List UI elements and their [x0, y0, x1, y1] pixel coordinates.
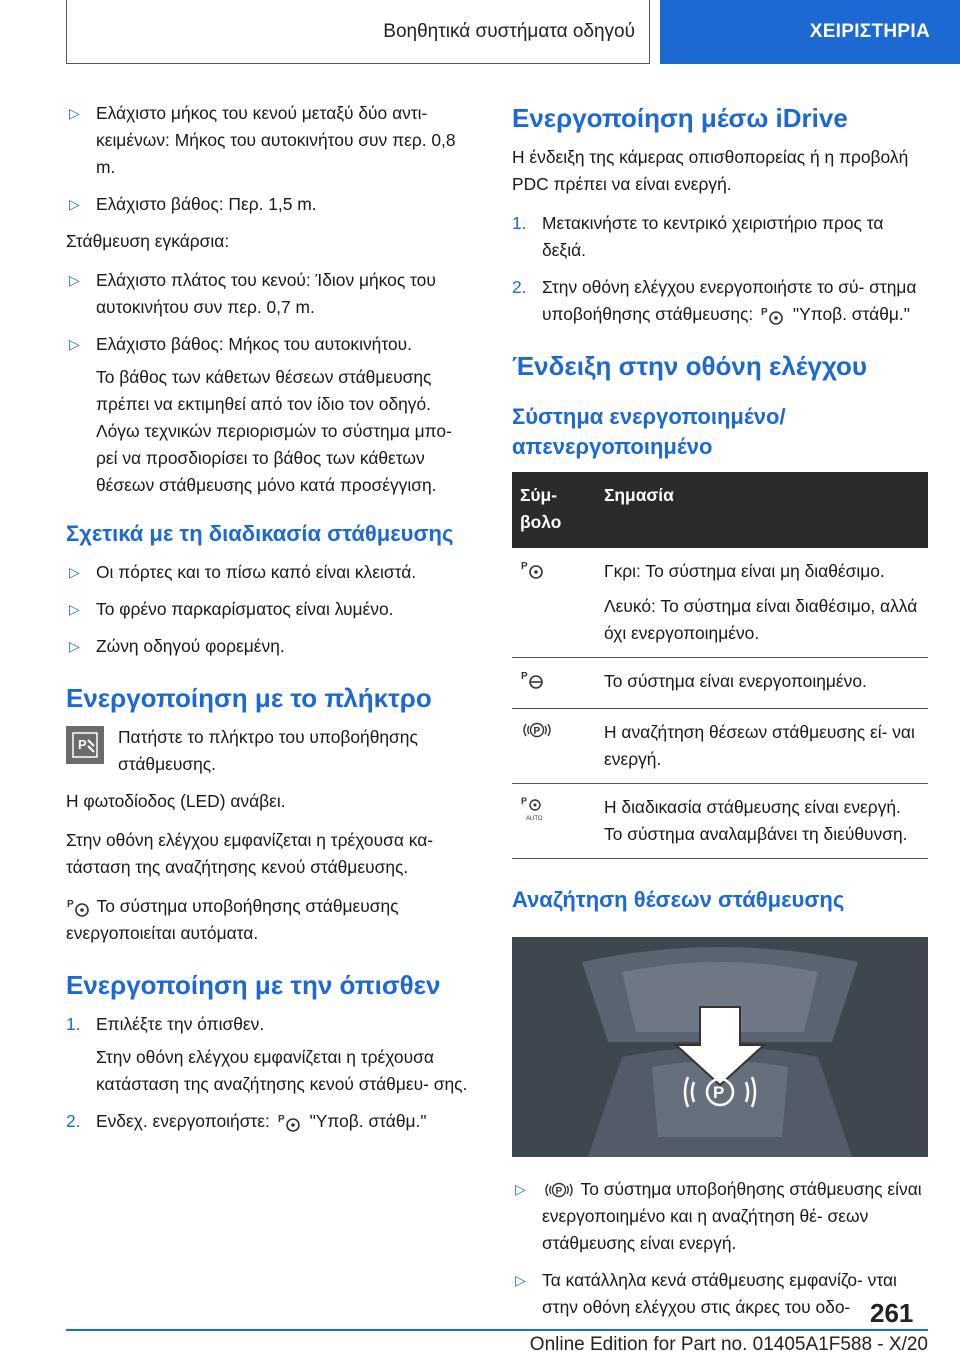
list-item: ▷ Ελάχιστο μήκος του κενού μεταξύ δύο αντι‐ κειμένων: Μήκος του αυτοκινήτου συν περ. 0,8 m.	[66, 100, 478, 181]
svg-text:P: P	[78, 737, 87, 752]
header-chapter	[660, 0, 960, 64]
table-row: P AUTO Η διαδικασία στάθμευσης είναι ενεργή. Το σύστημα αναλαμβάνει τη διεύθυνση.	[512, 784, 928, 859]
park-assist-auto-icon	[520, 794, 550, 822]
list-item: ▷ Ζώνη οδηγού φορεμένη.	[66, 633, 478, 660]
crosswise-list	[66, 267, 478, 499]
svg-text:P: ▷ P	[555, 1186, 563, 1198]
svg-text:P: P	[761, 307, 768, 319]
left-column	[66, 100, 478, 1145]
table-row: P Η αναζήτηση θέσεων στάθμευσης εί‐ ναι ενεργή.	[512, 709, 928, 784]
idrive-steps	[512, 210, 928, 328]
led-text: Η φωτοδίοδος (LED) ανάβει.	[66, 791, 286, 811]
edition-text: Online Edition for Part no. 01405A1F588 - X/20	[529, 1334, 928, 1355]
reverse-heading: Ενεργοποίηση με την όπισθεν	[66, 970, 441, 1000]
system-heading: Σύστημα ενεργοποιημένο/ απενεργοποιημένο	[512, 404, 786, 459]
list-item	[66, 331, 478, 499]
parking-illustration	[512, 937, 928, 1157]
idrive-heading: Ενεργοποίηση μέσω iDrive	[512, 103, 848, 133]
step-item: 2. Στην οθόνη ελέγχου ενεργοποιήστε το σύ‐ στημα υποβοήθησης στάθμευσης: P "Υποβ. στάθμ."	[512, 274, 928, 328]
idrive-intro: Η ένδειξη της κάμερας οπισθοπορείας ή η προβολή PDC πρέπει να είναι ενεργή.	[512, 147, 909, 194]
section-title: Βοηθητικά συστήματα οδηγού	[383, 20, 635, 42]
park-assist-icon	[275, 1111, 305, 1133]
step-item: 1. Επιλέξτε την όπισθεν. Στην οθόνη ελέγχου εμφανίζεται η τρέχουσα κατάσταση της αναζήτησης κενού στάθμευ‐ σης.	[66, 1014, 468, 1094]
svg-text:P: P	[521, 671, 528, 682]
list-item: ▷ Το φρένο παρκαρίσματος είναι λυμένο.	[66, 596, 478, 623]
button-instruction	[66, 724, 478, 778]
svg-text:P: P	[713, 1083, 725, 1102]
park-assist-icon	[758, 304, 788, 326]
crosswise-label: Στάθμευση εγκάρσια:	[66, 231, 230, 251]
right-column	[512, 102, 928, 1331]
svg-text:P: P	[533, 726, 541, 737]
procedure-heading: Σχετικά με τη διαδικασία στάθμευσης	[66, 521, 454, 546]
header-section	[66, 0, 650, 64]
svg-text:P: P	[521, 561, 528, 572]
dimension-list	[66, 100, 478, 218]
auto-text: P Το σύστημα υποβοήθησης στάθμευσης ενεργοποιείται αυτόματα.	[66, 896, 399, 943]
park-assist-active-icon	[520, 668, 546, 690]
depth-note: Το βάθος των κάθετων θέσεων στάθμευσης πρέπει να εκτιμηθεί από τον ίδιο τον οδηγό. Λόγω τεχνικών περιορισμών το σύστημα μπο‐ ρεί να προσδιορίσει το βάθος των κάθετων θέσεων στάθμευσης μόνο κατά προσέγγιση.	[96, 367, 452, 495]
button-heading: Ενεργοποίηση με το πλήκτρο	[66, 683, 432, 713]
table-row: P Το σύστημα είναι ενεργοποιημένο.	[512, 658, 928, 709]
list-item-text: Ελάχιστο βάθος: Μήκος του αυτοκινήτου.	[96, 334, 412, 354]
list-item: ▷ Ελάχιστο βάθος: Περ. 1,5 m.	[66, 191, 478, 218]
page-number: 261	[870, 1298, 914, 1328]
svg-text:AUTO: AUTO	[526, 816, 543, 822]
park-assist-icon	[66, 896, 92, 918]
footer-divider	[66, 1329, 928, 1331]
symbol-table	[512, 472, 928, 859]
list-item: ▷ Ελάχιστο πλάτος του κενού: Ίδιον μήκος του αυτοκινήτου συν περ. 0,7 m.	[66, 267, 478, 321]
svg-text:P: P	[67, 899, 74, 911]
col-meaning-header: Σημασία	[596, 472, 928, 548]
chapter-title: ΧΕΙΡΙΣΤΗΡΙΑ	[809, 21, 930, 42]
svg-text:P: P	[521, 796, 528, 806]
park-assist-button-icon	[66, 726, 104, 764]
display-heading: Ένδειξη στην οθόνη ελέγχου	[512, 351, 868, 381]
table-row: P Γκρι: Το σύστημα είναι μη διαθέσιμο. Λευκό: Το σύστημα είναι διαθέσιμο, αλλά όχι ενεργοποιημένο.	[512, 548, 928, 658]
svg-text:P: P	[277, 1114, 285, 1126]
reverse-steps	[66, 1011, 478, 1135]
step-item: 1. Μετακινήστε το κεντρικό χειριστήριο προς τα δεξιά.	[512, 213, 884, 260]
button-text: Πατήστε το πλήκτρο του υποβοήθησης στάθμευσης.	[118, 727, 418, 774]
parking-search-icon	[520, 719, 554, 741]
procedure-list	[66, 559, 478, 660]
parking-search-icon	[542, 1179, 576, 1201]
search-list	[512, 1176, 928, 1321]
park-assist-grey-icon	[520, 558, 546, 580]
list-item: ▷ Οι πόρτες και το πίσω καπό είναι κλειστά.	[66, 559, 478, 586]
search-heading: Αναζήτηση θέσεων στάθμευσης	[512, 887, 845, 912]
display-text: Στην οθόνη ελέγχου εμφανίζεται η τρέχουσα κα‐ τάσταση της αναζήτησης κενού στάθμευσης.	[66, 830, 434, 877]
col-symbol-header: Σύμ‐ βολο	[512, 472, 596, 548]
step-item: 2. Ενδεχ. ενεργοποιήστε: P "Υποβ. στάθμ."	[66, 1108, 478, 1135]
list-item: ▷ Τα κατάλληλα κενά στάθμευσης εμφανίζο‐ νται στην οθόνη ελέγχου στις άκρες του οδο‐	[512, 1267, 928, 1321]
list-item: ▷ P Το σύστημα υποβοήθησης στάθμευσης είναι ενεργοποιημένο και η αναζήτηση θέ‐ σεων στάθμευσης είναι ενεργή.	[512, 1176, 928, 1257]
